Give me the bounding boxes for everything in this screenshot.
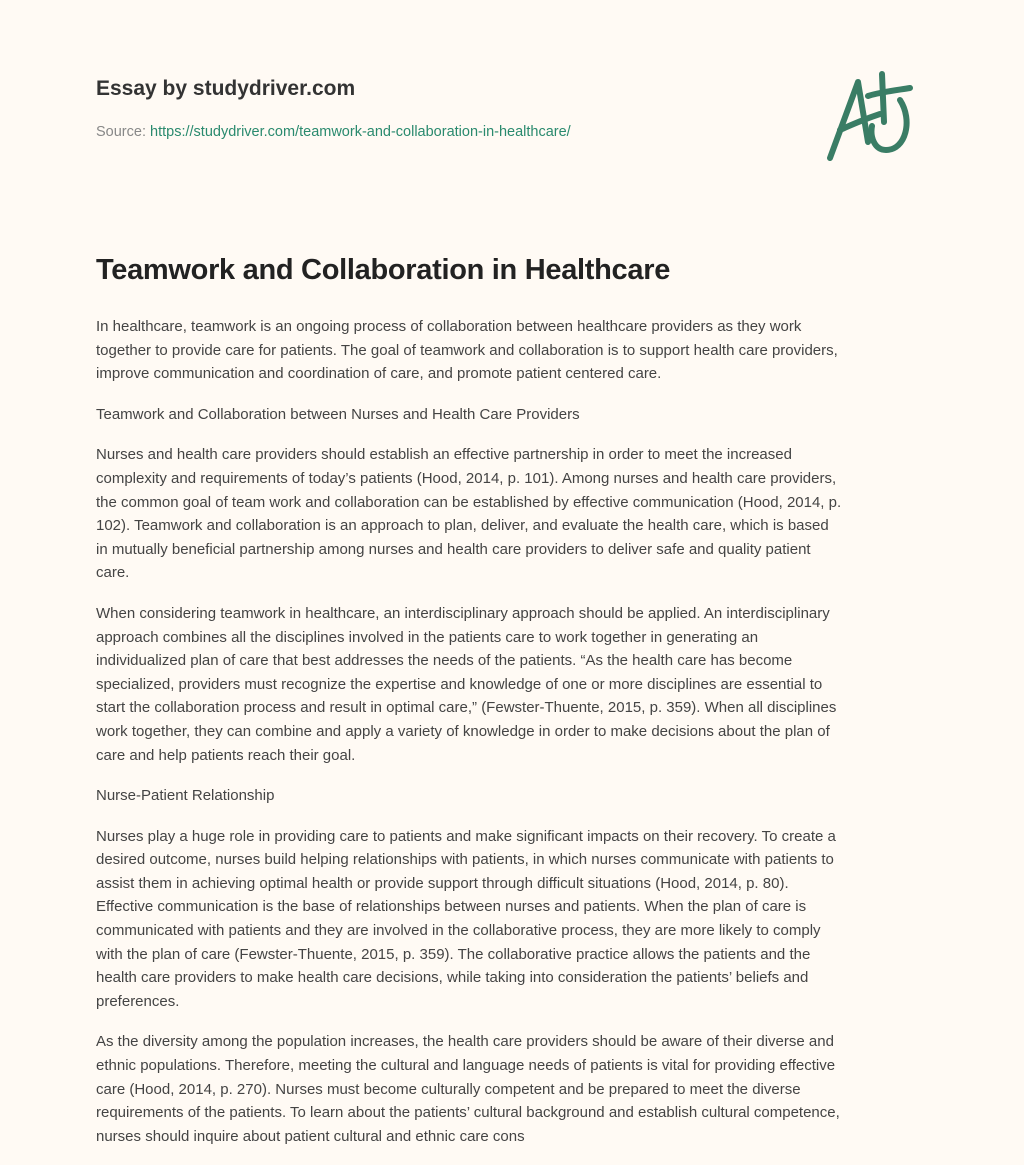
text-line: care. (96, 564, 130, 582)
text-line: approach combines all the disciplines involved in the patients care to work together in generating an (96, 628, 759, 646)
essay-body (96, 315, 936, 1165)
text-line: As the diversity among the population increases, the health care providers should be aware of their diverse and (96, 1033, 834, 1051)
text-line: assist them in achieving optimal health or provide support through difficult situations (Hood, 2014, p. 80). (96, 874, 789, 892)
paragraph (96, 825, 936, 1014)
paragraph (96, 315, 936, 386)
text-line: When considering teamwork in healthcare, an interdisciplinary approach should be applied. An interdisciplinary (96, 604, 830, 622)
section-heading (96, 784, 936, 808)
text-line: individualized plan of care that best addresses the needs of the patients. “As the health care has become (96, 652, 793, 670)
text-line: in mutually beneficial partnership among nurses and health care providers to deliver safe and quality patient (96, 540, 811, 558)
text-line: requirements of the patients. To learn about the patients’ cultural background and establish cultural competence, (96, 1104, 840, 1122)
text-line: nurses should inquire about patient cultural and ethnic care cons (96, 1127, 525, 1145)
text-line: Effective communication is the base of relationships between nurses and patients. When the plan of care is (96, 898, 807, 916)
text-line: complexity and requirements of today’s patients (Hood, 2014, p. 101). Among nurses and health care providers, (96, 469, 837, 487)
source-link[interactable]: https://studydriver.com/teamwork-and-collaboration-in-healthcare/ (150, 124, 571, 140)
source-line (96, 124, 571, 140)
text-line: Nurse-Patient Relationship (96, 787, 275, 805)
text-line: improve communication and coordination of care, and promote patient centered care. (96, 365, 662, 383)
site-title: Essay by studydriver.com (96, 77, 356, 100)
a-plus-logo-icon (818, 70, 928, 165)
text-line: Teamwork and Collaboration between Nurses and Health Care Providers (96, 405, 580, 423)
text-line: work together, they can combine and apply a variety of knowledge in order to make decisions about the plan of (96, 722, 830, 740)
section-heading (96, 403, 936, 427)
text-line: with the plan of care (Fewster-Thuente, 2015, p. 359). The collaborative practice allows the patients and the (96, 945, 811, 963)
text-line: together to provide care for patients. The goal of teamwork and collaboration is to support health care providers, (96, 341, 838, 359)
essay-title: Teamwork and Collaboration in Healthcare (96, 254, 671, 286)
text-line: communicated with patients and they are involved in the collaborative process, they are more likely to comply (96, 922, 821, 940)
text-line: start the collaboration process and result in optimal care,” (Fewster-Thuente, 2015, p. 359). When all disciplines (96, 699, 837, 717)
text-line: care (Hood, 2014, p. 270). Nurses must become culturally competent and be prepared to meet the diverse (96, 1080, 801, 1098)
text-line: care and help patients reach their goal. (96, 746, 356, 764)
text-line: desired outcome, nurses build helping relationships with patients, in which nurses communicate with patients to (96, 851, 834, 869)
paragraph (96, 443, 936, 585)
paragraph (96, 1030, 936, 1148)
text-line: preferences. (96, 992, 180, 1010)
text-line: Nurses play a huge role in providing care to patients and make significant impacts on their recovery. To create a (96, 827, 836, 845)
text-line: 102). Teamwork and collaboration is an approach to plan, deliver, and evaluate the health care, which is based (96, 517, 829, 535)
text-line: Nurses and health care providers should establish an effective partnership in order to meet the increased (96, 446, 792, 464)
text-line: In healthcare, teamwork is an ongoing process of collaboration between healthcare providers as they work (96, 318, 802, 335)
source-label: Source: (96, 124, 146, 140)
text-line: ethnic populations. Therefore, meeting the cultural and language needs of patients is vital for providing effective (96, 1057, 836, 1075)
text-line: the common goal of team work and collaboration can be established by effective communication (Hood, 2014, p. (96, 493, 842, 511)
paragraph (96, 602, 936, 767)
text-line: specialized, providers must recognize the expertise and knowledge of one or more disciplines are essential to (96, 675, 823, 693)
text-line: health care providers to make health care decisions, while taking into consideration the patients’ beliefs and (96, 969, 809, 987)
